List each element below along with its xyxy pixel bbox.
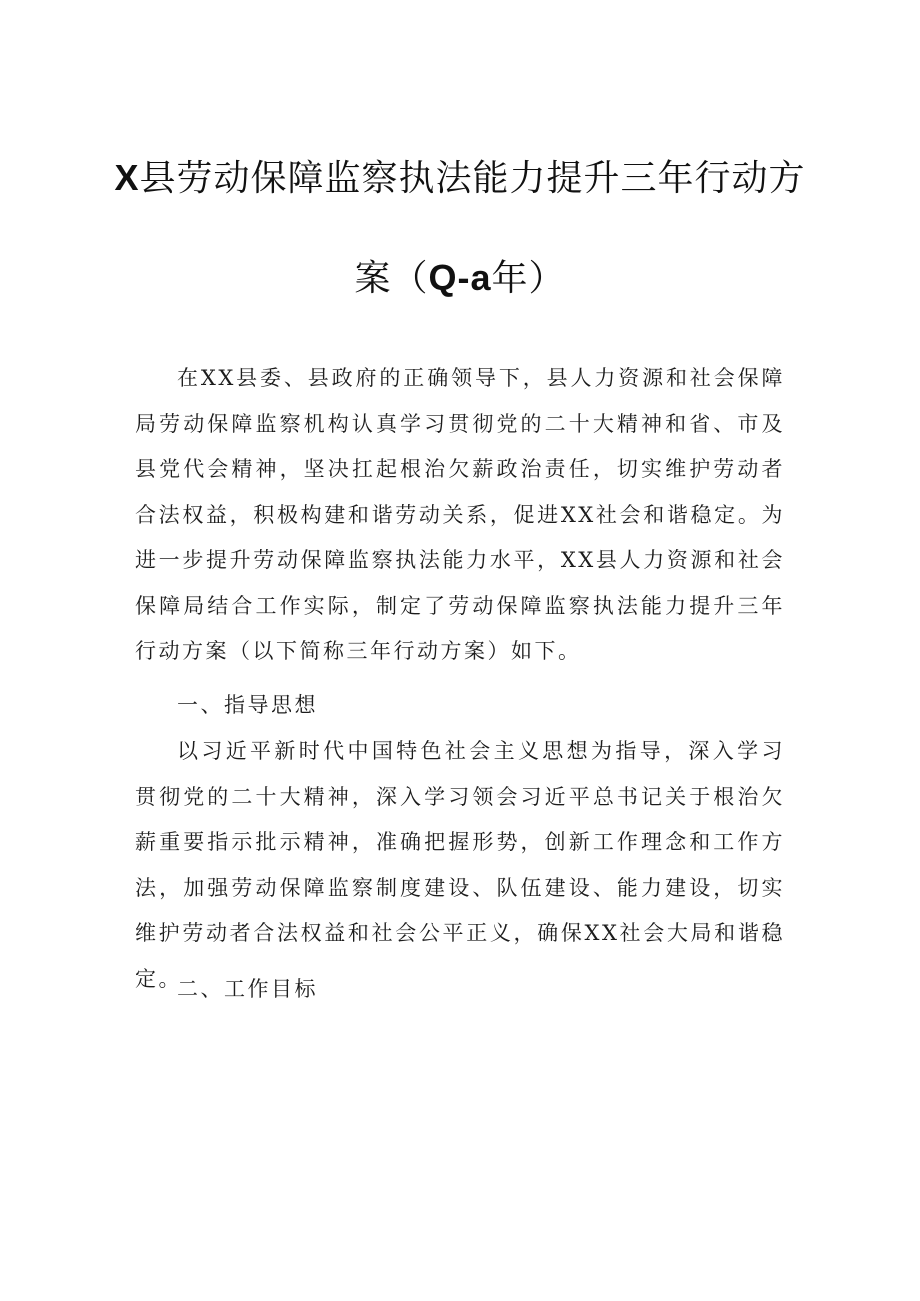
title-line-1-text: 县劳动保障监察执法能力提升三年行动方	[139, 158, 806, 199]
title-year-code: Q-a	[428, 257, 492, 298]
intro-paragraph: 在XX县委、县政府的正确领导下，县人力资源和社会保障局劳动保障监察机构认真学习贯彻党的二十大精神和省、市及县党代会精神，坚决扛起根治欠薪政治责任，切实维护劳动者合法权益，积极构建和谐劳动关系，促进XX社会和谐稳定。为进一步提升劳动保障监察执法能力水平，XX县人力资源和社会保障局结合工作实际，制定了劳动保障监察执法能力提升三年行动方案（以下简称三年行动方案）如下。	[135, 366, 785, 663]
title-line-2-tail: 年）	[491, 258, 566, 299]
title-lead-letter: X	[114, 157, 140, 198]
document-title-line-1	[0, 150, 920, 201]
section-heading-work-goals: 二、工作目标	[177, 977, 318, 1001]
guiding-thought-paragraph: 以习近平新时代中国特色社会主义思想为指导，深入学习贯彻党的二十大精神，深入学习领会习近平总书记关于根治欠薪重要指示批示精神，准确把握形势，创新工作理念和工作方法，加强劳动保障监察制度建设、队伍建设、能力建设，切实维护劳动者合法权益和社会公平正义，确保XX社会大局和谐稳定。	[135, 739, 785, 991]
title-line-2-lead: 案（	[354, 258, 429, 299]
document-title-line-2	[0, 250, 920, 301]
section-heading-guiding-thought: 一、指导思想	[177, 693, 318, 717]
